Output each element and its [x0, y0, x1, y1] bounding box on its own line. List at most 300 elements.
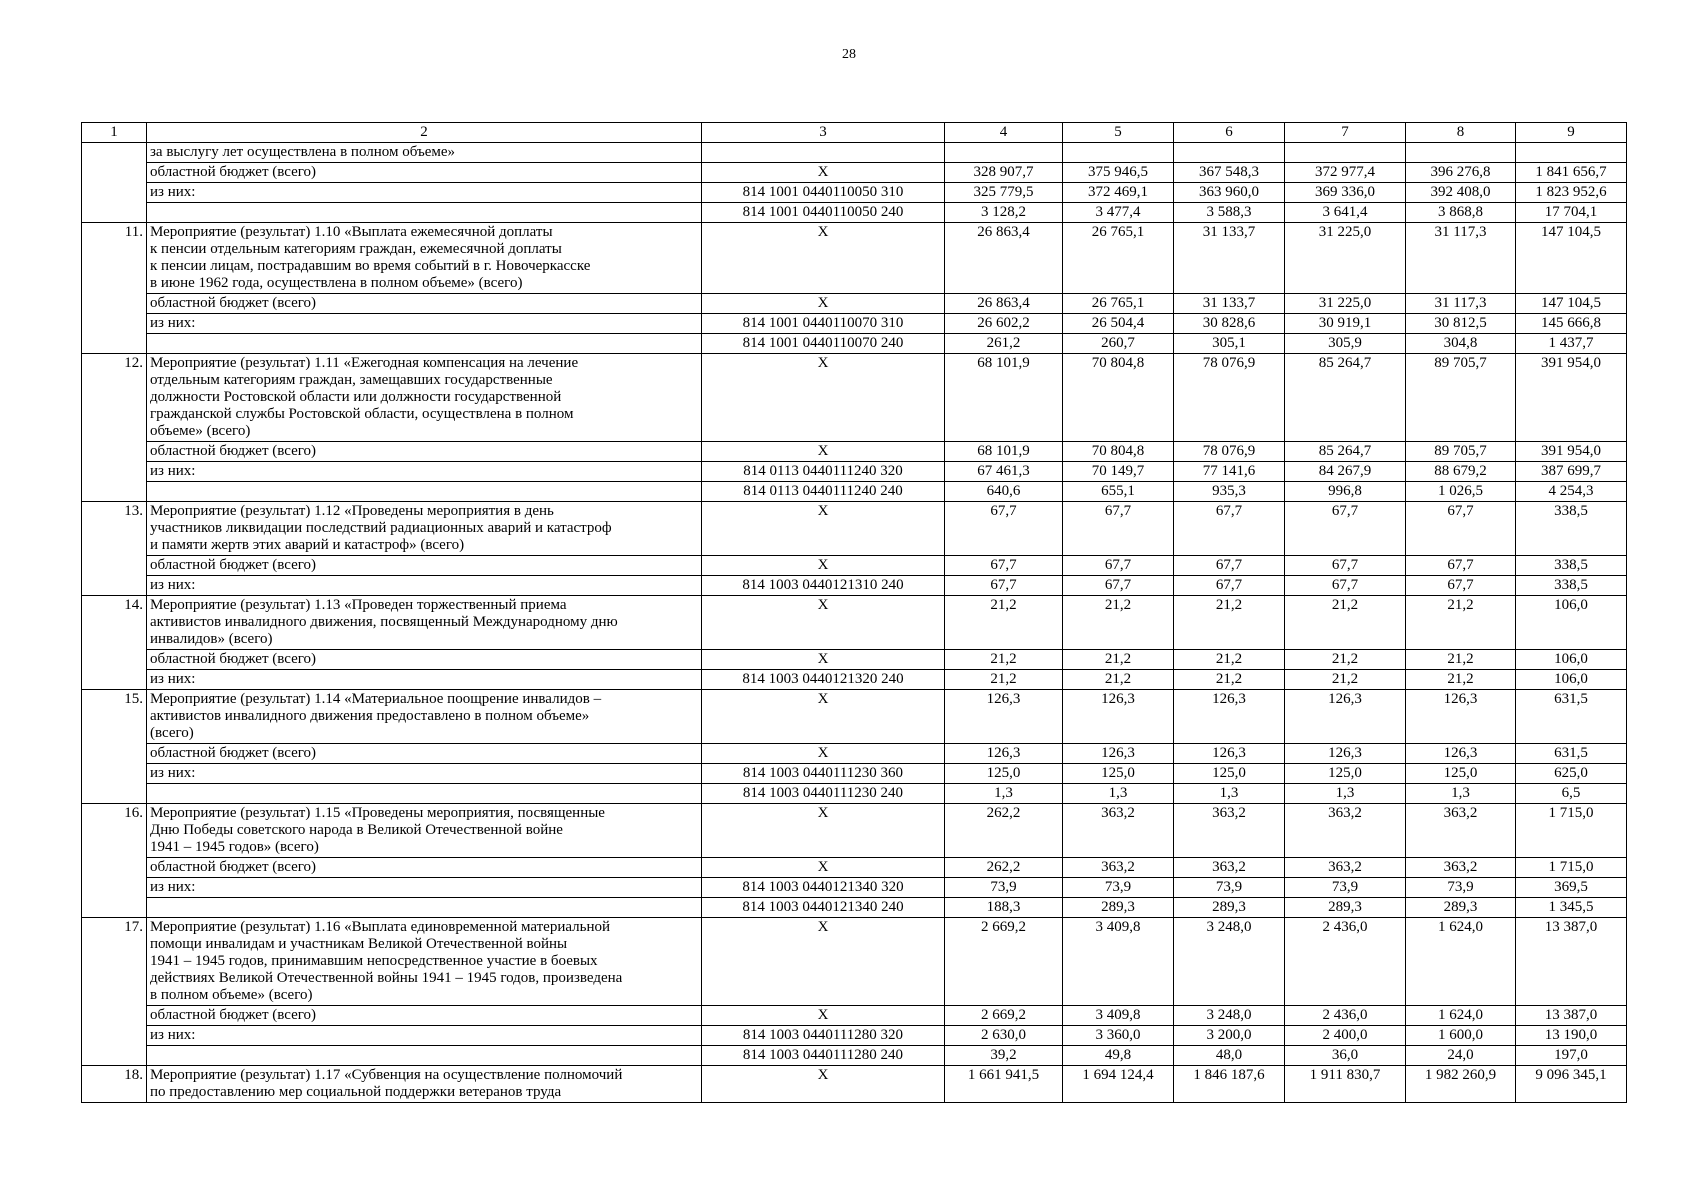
value-cell: 289,3 [1174, 898, 1285, 918]
value-cell: 3 868,8 [1406, 203, 1516, 223]
value-cell [1516, 143, 1627, 163]
value-cell: 363,2 [1174, 858, 1285, 878]
value-cell: 126,3 [1063, 744, 1174, 764]
value-cell: 85 264,7 [1285, 354, 1406, 442]
value-cell: 70 804,8 [1063, 354, 1174, 442]
row-label: из них: [147, 576, 702, 596]
value-cell: 67,7 [1406, 576, 1516, 596]
value-cell: 3 409,8 [1063, 1006, 1174, 1026]
row-label: областной бюджет (всего) [147, 442, 702, 462]
item-row [82, 918, 1627, 1006]
value-cell: 67 461,3 [945, 462, 1063, 482]
value-cell: 106,0 [1516, 670, 1627, 690]
budget-table [81, 122, 1627, 1103]
value-cell: 126,3 [1063, 690, 1174, 744]
item-row [82, 223, 1627, 294]
budget-code: 814 0113 0440111240 240 [702, 482, 945, 502]
value-cell: 78 076,9 [1174, 354, 1285, 442]
value-cell: 396 276,8 [1406, 163, 1516, 183]
table-row [82, 334, 1627, 354]
value-cell: 372 469,1 [1063, 183, 1174, 203]
value-cell: 31 225,0 [1285, 223, 1406, 294]
value-cell: 26 863,4 [945, 294, 1063, 314]
value-cell: 367 548,3 [1174, 163, 1285, 183]
table-row [82, 858, 1627, 878]
value-cell: 391 954,0 [1516, 354, 1627, 442]
value-cell: 13 387,0 [1516, 1006, 1627, 1026]
value-cell: 21,2 [945, 670, 1063, 690]
value-cell: 1 624,0 [1406, 918, 1516, 1006]
row-label [147, 898, 702, 918]
item-title: Мероприятие (результат) 1.11 «Ежегодная компенсация на лечение отдельным категориям граждан, замещавших государственные должности Ростовской области или должности государственной гражданской службы Ростовской области, осуществлена в полном объеме» (всего) [147, 354, 702, 442]
value-cell: 363,2 [1406, 804, 1516, 858]
item-number: 12. [82, 354, 147, 502]
budget-code: 814 1001 0440110070 310 [702, 314, 945, 334]
table-row [82, 183, 1627, 203]
value-cell: 1 600,0 [1406, 1026, 1516, 1046]
value-cell: 21,2 [1285, 596, 1406, 650]
table-row [82, 670, 1627, 690]
table-row [82, 764, 1627, 784]
budget-code: X [702, 1006, 945, 1026]
table-row [82, 442, 1627, 462]
value-cell: 13 190,0 [1516, 1026, 1627, 1046]
value-cell: 372 977,4 [1285, 163, 1406, 183]
value-cell: 106,0 [1516, 650, 1627, 670]
value-cell: 67,7 [1406, 502, 1516, 556]
header-cell: 1 [82, 123, 147, 143]
value-cell: 125,0 [1063, 764, 1174, 784]
budget-code: X [702, 650, 945, 670]
value-cell: 126,3 [1406, 744, 1516, 764]
value-cell: 70 804,8 [1063, 442, 1174, 462]
item-number: 15. [82, 690, 147, 804]
budget-code: X [702, 163, 945, 183]
value-cell: 1 661 941,5 [945, 1066, 1063, 1103]
budget-code: X [702, 858, 945, 878]
value-cell: 655,1 [1063, 482, 1174, 502]
value-cell: 48,0 [1174, 1046, 1285, 1066]
value-cell: 126,3 [1285, 744, 1406, 764]
budget-code: X [702, 556, 945, 576]
value-cell: 1 911 830,7 [1285, 1066, 1406, 1103]
value-cell: 73,9 [1406, 878, 1516, 898]
value-cell: 2 436,0 [1285, 1006, 1406, 1026]
value-cell: 6,5 [1516, 784, 1627, 804]
value-cell: 26 765,1 [1063, 294, 1174, 314]
value-cell: 125,0 [945, 764, 1063, 784]
value-cell: 21,2 [1174, 650, 1285, 670]
value-cell: 1,3 [945, 784, 1063, 804]
value-cell: 67,7 [945, 502, 1063, 556]
value-cell: 73,9 [1063, 878, 1174, 898]
value-cell: 325 779,5 [945, 183, 1063, 203]
header-cell: 4 [945, 123, 1063, 143]
row-label: из них: [147, 878, 702, 898]
item-row [82, 354, 1627, 442]
value-cell: 304,8 [1406, 334, 1516, 354]
value-cell: 67,7 [1406, 556, 1516, 576]
value-cell: 126,3 [1174, 744, 1285, 764]
value-cell: 67,7 [1285, 502, 1406, 556]
row-label: областной бюджет (всего) [147, 858, 702, 878]
value-cell: 363,2 [1285, 804, 1406, 858]
table-row [82, 163, 1627, 183]
value-cell: 1 624,0 [1406, 1006, 1516, 1026]
item-number: 13. [82, 502, 147, 596]
value-cell: 3 128,2 [945, 203, 1063, 223]
table-row [82, 203, 1627, 223]
value-cell: 21,2 [1174, 596, 1285, 650]
value-cell: 88 679,2 [1406, 462, 1516, 482]
value-cell: 260,7 [1063, 334, 1174, 354]
value-cell: 30 919,1 [1285, 314, 1406, 334]
value-cell: 363 960,0 [1174, 183, 1285, 203]
value-cell: 126,3 [945, 690, 1063, 744]
value-cell: 387 699,7 [1516, 462, 1627, 482]
table-body [82, 123, 1627, 1103]
value-cell: 996,8 [1285, 482, 1406, 502]
budget-code: 814 1003 0440111230 240 [702, 784, 945, 804]
row-label: из них: [147, 314, 702, 334]
row-label: областной бюджет (всего) [147, 163, 702, 183]
value-cell: 363,2 [1285, 858, 1406, 878]
value-cell: 67,7 [1174, 556, 1285, 576]
item-row [82, 596, 1627, 650]
budget-code: X [702, 918, 945, 1006]
row-label [147, 1046, 702, 1066]
value-cell: 21,2 [1174, 670, 1285, 690]
value-cell: 3 248,0 [1174, 1006, 1285, 1026]
value-cell: 89 705,7 [1406, 442, 1516, 462]
item-number: 17. [82, 918, 147, 1066]
value-cell: 640,6 [945, 482, 1063, 502]
budget-code: 814 1003 0440121340 320 [702, 878, 945, 898]
value-cell: 1 841 656,7 [1516, 163, 1627, 183]
value-cell: 261,2 [945, 334, 1063, 354]
value-cell: 67,7 [1063, 576, 1174, 596]
value-cell: 363,2 [1174, 804, 1285, 858]
row-label: областной бюджет (всего) [147, 556, 702, 576]
value-cell [1063, 143, 1174, 163]
value-cell: 197,0 [1516, 1046, 1627, 1066]
value-cell: 68 101,9 [945, 442, 1063, 462]
item-title: Мероприятие (результат) 1.15 «Проведены мероприятия, посвященные Дню Победы советского народа в Великой Отечественной войне 1941 – 1945 годов» (всего) [147, 804, 702, 858]
budget-code: 814 1003 0440121320 240 [702, 670, 945, 690]
value-cell: 1 694 124,4 [1063, 1066, 1174, 1103]
value-cell: 67,7 [1174, 502, 1285, 556]
value-cell: 21,2 [1063, 650, 1174, 670]
item-title: Мероприятие (результат) 1.17 «Субвенция на осуществление полномочий по предоставлению мер социальной поддержки ветеранов труда [147, 1066, 702, 1103]
table-row [82, 898, 1627, 918]
value-cell: 68 101,9 [945, 354, 1063, 442]
budget-code: X [702, 502, 945, 556]
budget-code: 814 1003 0440111230 360 [702, 764, 945, 784]
value-cell: 1 846 187,6 [1174, 1066, 1285, 1103]
value-cell: 363,2 [1063, 858, 1174, 878]
budget-code: X [702, 690, 945, 744]
value-cell: 31 133,7 [1174, 294, 1285, 314]
value-cell: 67,7 [945, 576, 1063, 596]
header-cell: 6 [1174, 123, 1285, 143]
row-label: из них: [147, 462, 702, 482]
budget-code: 814 1003 0440121340 240 [702, 898, 945, 918]
value-cell: 338,5 [1516, 556, 1627, 576]
value-cell: 3 200,0 [1174, 1026, 1285, 1046]
row-label: областной бюджет (всего) [147, 1006, 702, 1026]
budget-code: 814 1003 0440111280 320 [702, 1026, 945, 1046]
value-cell: 85 264,7 [1285, 442, 1406, 462]
value-cell: 9 096 345,1 [1516, 1066, 1627, 1103]
value-cell: 147 104,5 [1516, 223, 1627, 294]
value-cell: 30 812,5 [1406, 314, 1516, 334]
value-cell: 262,2 [945, 804, 1063, 858]
row-label: из них: [147, 1026, 702, 1046]
table-row [82, 576, 1627, 596]
item-number: 11. [82, 223, 147, 354]
value-cell: 126,3 [1174, 690, 1285, 744]
header-cell: 7 [1285, 123, 1406, 143]
budget-code: 814 1001 0440110050 240 [702, 203, 945, 223]
value-cell: 1 823 952,6 [1516, 183, 1627, 203]
value-cell [1285, 143, 1406, 163]
row-label [147, 203, 702, 223]
item-row [82, 1066, 1627, 1103]
value-cell: 21,2 [1406, 650, 1516, 670]
value-cell: 67,7 [945, 556, 1063, 576]
table-row [82, 294, 1627, 314]
value-cell: 26 602,2 [945, 314, 1063, 334]
value-cell: 3 360,0 [1063, 1026, 1174, 1046]
value-cell: 125,0 [1174, 764, 1285, 784]
value-cell: 1,3 [1285, 784, 1406, 804]
table-row [82, 784, 1627, 804]
value-cell: 78 076,9 [1174, 442, 1285, 462]
budget-code: X [702, 744, 945, 764]
header-cell: 3 [702, 123, 945, 143]
item-number [82, 143, 147, 223]
value-cell: 1 345,5 [1516, 898, 1627, 918]
value-cell: 106,0 [1516, 596, 1627, 650]
budget-code: 814 1003 0440121310 240 [702, 576, 945, 596]
value-cell: 21,2 [1063, 596, 1174, 650]
value-cell: 289,3 [1406, 898, 1516, 918]
value-cell: 2 669,2 [945, 918, 1063, 1006]
value-cell: 1 437,7 [1516, 334, 1627, 354]
value-cell: 188,3 [945, 898, 1063, 918]
value-cell: 1 715,0 [1516, 804, 1627, 858]
value-cell: 935,3 [1174, 482, 1285, 502]
value-cell: 631,5 [1516, 690, 1627, 744]
header-row [82, 123, 1627, 143]
value-cell [1174, 143, 1285, 163]
budget-code [702, 143, 945, 163]
row-label: из них: [147, 183, 702, 203]
value-cell: 289,3 [1063, 898, 1174, 918]
budget-code: 814 1001 0440110050 310 [702, 183, 945, 203]
value-cell: 17 704,1 [1516, 203, 1627, 223]
item-row [82, 690, 1627, 744]
value-cell: 21,2 [1285, 670, 1406, 690]
item-number: 18. [82, 1066, 147, 1103]
budget-code: 814 1001 0440110070 240 [702, 334, 945, 354]
value-cell: 67,7 [1063, 502, 1174, 556]
value-cell: 21,2 [945, 650, 1063, 670]
value-cell: 1,3 [1174, 784, 1285, 804]
row-label [147, 482, 702, 502]
item-title: Мероприятие (результат) 1.13 «Проведен торжественный приема активистов инвалидного движения, посвященный Международному дню инвалидов» (всего) [147, 596, 702, 650]
budget-code: 814 1003 0440111280 240 [702, 1046, 945, 1066]
value-cell: 31 117,3 [1406, 223, 1516, 294]
value-cell: 26 765,1 [1063, 223, 1174, 294]
value-cell: 21,2 [1063, 670, 1174, 690]
header-cell: 5 [1063, 123, 1174, 143]
value-cell: 30 828,6 [1174, 314, 1285, 334]
value-cell: 391 954,0 [1516, 442, 1627, 462]
value-cell: 3 641,4 [1285, 203, 1406, 223]
value-cell: 1 715,0 [1516, 858, 1627, 878]
value-cell: 3 248,0 [1174, 918, 1285, 1006]
value-cell: 67,7 [1285, 556, 1406, 576]
item-row [82, 804, 1627, 858]
value-cell: 26 863,4 [945, 223, 1063, 294]
value-cell: 67,7 [1063, 556, 1174, 576]
value-cell: 2 400,0 [1285, 1026, 1406, 1046]
item-title: за выслугу лет осуществлена в полном объеме» [147, 143, 702, 163]
value-cell: 73,9 [1285, 878, 1406, 898]
value-cell: 21,2 [1406, 670, 1516, 690]
value-cell: 31 117,3 [1406, 294, 1516, 314]
value-cell: 67,7 [1174, 576, 1285, 596]
table-row [82, 1026, 1627, 1046]
row-label: областной бюджет (всего) [147, 744, 702, 764]
value-cell: 70 149,7 [1063, 462, 1174, 482]
value-cell: 3 588,3 [1174, 203, 1285, 223]
value-cell: 125,0 [1285, 764, 1406, 784]
row-label: областной бюджет (всего) [147, 650, 702, 670]
item-title: Мероприятие (результат) 1.10 «Выплата ежемесячной доплаты к пенсии отдельным категориям граждан, ежемесячной доплаты к пенсии лицам, пострадавшим во время событий в г. Новочеркасске в июне 1962 года, осуществлена в полном объеме» (всего) [147, 223, 702, 294]
table-row [82, 462, 1627, 482]
header-cell: 8 [1406, 123, 1516, 143]
item-title: Мероприятие (результат) 1.12 «Проведены мероприятия в день участников ликвидации последствий радиационных аварий и катастроф и памяти жертв этих аварий и катастроф» (всего) [147, 502, 702, 556]
value-cell: 145 666,8 [1516, 314, 1627, 334]
value-cell: 1,3 [1063, 784, 1174, 804]
value-cell: 13 387,0 [1516, 918, 1627, 1006]
value-cell: 2 436,0 [1285, 918, 1406, 1006]
value-cell: 24,0 [1406, 1046, 1516, 1066]
page-number: 28 [842, 47, 856, 62]
table-row [82, 143, 1627, 163]
item-title: Мероприятие (результат) 1.16 «Выплата единовременной материальной помощи инвалидам и участникам Великой Отечественной войны 1941 – 1945 годов, принимавшим непосредственное участие в боевых действиях Великой Отечественной войны 1941 – 1945 годов, произведена в полном объеме» (всего) [147, 918, 702, 1006]
budget-code: 814 0113 0440111240 320 [702, 462, 945, 482]
value-cell: 2 630,0 [945, 1026, 1063, 1046]
table-row [82, 482, 1627, 502]
value-cell [1406, 143, 1516, 163]
table-row [82, 314, 1627, 334]
item-title: Мероприятие (результат) 1.14 «Материальное поощрение инвалидов – активистов инвалидного движения предоставлено в полном объеме» (всего) [147, 690, 702, 744]
budget-code: X [702, 442, 945, 462]
value-cell: 625,0 [1516, 764, 1627, 784]
item-number: 16. [82, 804, 147, 918]
value-cell: 392 408,0 [1406, 183, 1516, 203]
value-cell: 369,5 [1516, 878, 1627, 898]
value-cell: 328 907,7 [945, 163, 1063, 183]
value-cell: 36,0 [1285, 1046, 1406, 1066]
row-label: из них: [147, 764, 702, 784]
value-cell: 363,2 [1406, 858, 1516, 878]
value-cell: 631,5 [1516, 744, 1627, 764]
table-row [82, 650, 1627, 670]
budget-code: X [702, 354, 945, 442]
value-cell: 77 141,6 [1174, 462, 1285, 482]
table-row [82, 878, 1627, 898]
value-cell: 2 669,2 [945, 1006, 1063, 1026]
row-label [147, 334, 702, 354]
value-cell: 3 477,4 [1063, 203, 1174, 223]
value-cell: 363,2 [1063, 804, 1174, 858]
table-row [82, 1046, 1627, 1066]
value-cell: 1 982 260,9 [1406, 1066, 1516, 1103]
value-cell: 39,2 [945, 1046, 1063, 1066]
value-cell: 369 336,0 [1285, 183, 1406, 203]
budget-code: X [702, 1066, 945, 1103]
table-row [82, 1006, 1627, 1026]
value-cell: 305,1 [1174, 334, 1285, 354]
value-cell: 89 705,7 [1406, 354, 1516, 442]
table-row [82, 556, 1627, 576]
value-cell: 126,3 [945, 744, 1063, 764]
value-cell: 21,2 [1285, 650, 1406, 670]
value-cell: 73,9 [1174, 878, 1285, 898]
value-cell [945, 143, 1063, 163]
value-cell: 262,2 [945, 858, 1063, 878]
value-cell: 126,3 [1285, 690, 1406, 744]
budget-code: X [702, 294, 945, 314]
row-label: из них: [147, 670, 702, 690]
budget-code: X [702, 804, 945, 858]
value-cell: 3 409,8 [1063, 918, 1174, 1006]
item-row [82, 502, 1627, 556]
value-cell: 84 267,9 [1285, 462, 1406, 482]
budget-code: X [702, 596, 945, 650]
value-cell: 31 133,7 [1174, 223, 1285, 294]
value-cell: 338,5 [1516, 502, 1627, 556]
header-cell: 9 [1516, 123, 1627, 143]
value-cell: 26 504,4 [1063, 314, 1174, 334]
value-cell: 289,3 [1285, 898, 1406, 918]
value-cell: 305,9 [1285, 334, 1406, 354]
header-cell: 2 [147, 123, 702, 143]
value-cell: 21,2 [1406, 596, 1516, 650]
value-cell: 67,7 [1285, 576, 1406, 596]
value-cell: 147 104,5 [1516, 294, 1627, 314]
value-cell: 21,2 [945, 596, 1063, 650]
value-cell: 125,0 [1406, 764, 1516, 784]
value-cell: 126,3 [1406, 690, 1516, 744]
value-cell: 1,3 [1406, 784, 1516, 804]
value-cell: 338,5 [1516, 576, 1627, 596]
table-row [82, 744, 1627, 764]
budget-code: X [702, 223, 945, 294]
value-cell: 4 254,3 [1516, 482, 1627, 502]
item-number: 14. [82, 596, 147, 690]
row-label: областной бюджет (всего) [147, 294, 702, 314]
value-cell: 49,8 [1063, 1046, 1174, 1066]
row-label [147, 784, 702, 804]
value-cell: 1 026,5 [1406, 482, 1516, 502]
value-cell: 31 225,0 [1285, 294, 1406, 314]
value-cell: 375 946,5 [1063, 163, 1174, 183]
